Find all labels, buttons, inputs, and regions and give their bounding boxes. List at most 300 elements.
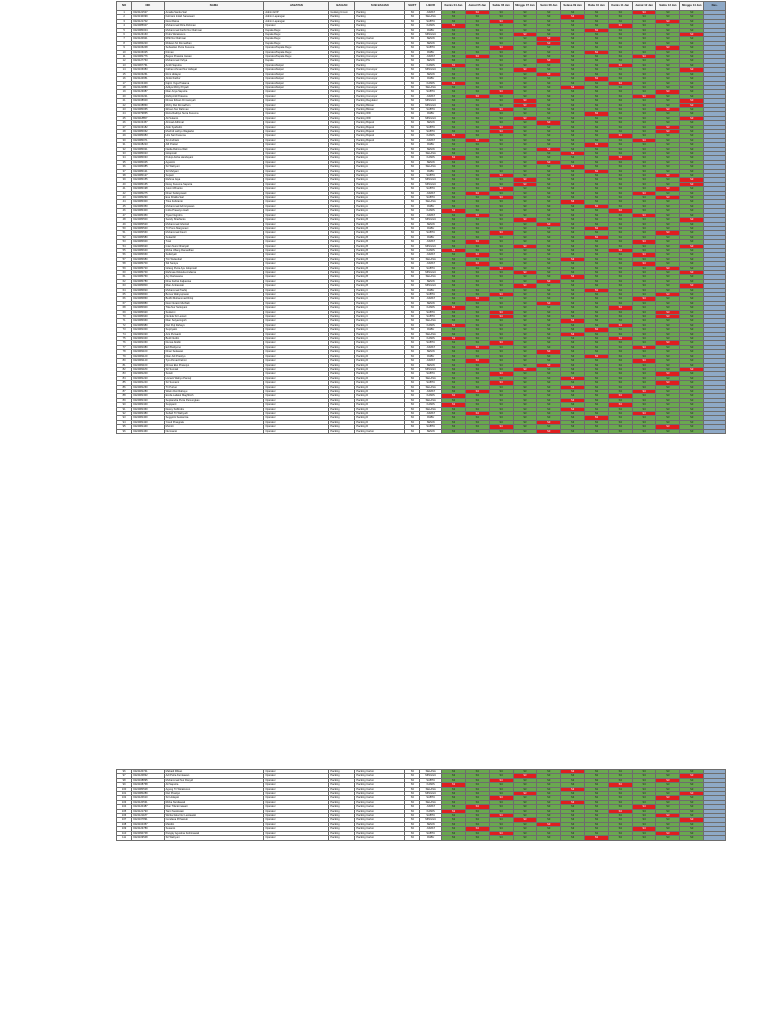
shift-cell: S3 [632,381,656,385]
table-cell: Operator [264,394,329,398]
shift-cell: S3 [537,284,561,288]
shift-cell: S3 [680,805,704,809]
off-day-cell: S3 [632,411,656,415]
table-cell: 111 [117,836,132,840]
shift-cell: S3 [632,836,656,840]
shift-cell: S3 [561,350,585,354]
shift-cell: S3 [513,293,537,297]
table-cell: Packing Carton [355,783,405,787]
shift-cell: S3 [656,805,680,809]
shift-cell: S3 [465,134,489,138]
shift-cell: S3 [656,367,680,371]
shift-cell: S3 [608,213,632,217]
table-cell: S3 [405,337,420,341]
off-day-cell: S3 [537,279,561,283]
table-cell: 0224081340 [132,403,165,407]
table-cell: 0224081300 [132,394,165,398]
table-cell: 0224080121 [132,169,165,173]
off-day-cell: S3 [608,63,632,67]
table-cell: 109 [117,827,132,831]
table-cell: Packing C [355,332,405,336]
shift-cell: S3 [489,783,513,787]
table-cell: Sri Hidayati [164,796,264,800]
shift-cell: S3 [608,279,632,283]
shift-cell: S3 [680,222,704,226]
table-cell: Packing A [355,200,405,204]
shift-cell: S3 [489,182,513,186]
table-cell: SABTU [420,315,442,319]
table-cell: Packing D [355,420,405,424]
shift-cell: S3 [442,165,466,169]
shift-cell: S3 [489,240,513,244]
shift-cell: S3 [585,165,609,169]
shift-cell: S3 [489,59,513,63]
shift-cell: S3 [489,33,513,37]
shift-cell: S3 [465,200,489,204]
table-cell: Operator [264,315,329,319]
shift-cell: S3 [537,138,561,142]
off-day-cell: S3 [513,116,537,120]
shift-cell: S3 [632,156,656,160]
table-cell: Packing [329,213,355,217]
table-cell: Rizky Dwi Romadhon [164,103,264,107]
table-cell: Operator [264,376,329,380]
table-cell: S3 [405,270,420,274]
shift-cell: S3 [465,818,489,822]
table-cell: Operator [264,279,329,283]
off-day-cell: S3 [489,125,513,129]
shift-cell: S3 [656,420,680,424]
table-cell: 94 [117,420,132,424]
table-cell: 0224103182 [132,125,165,129]
shift-cell: S3 [608,770,632,774]
shift-cell: S3 [608,125,632,129]
shift-cell: S3 [442,191,466,195]
shift-cell: S3 [465,783,489,787]
table-cell: RABU [420,226,442,230]
table-cell: Operator [264,416,329,420]
table-cell: MINGGU [420,99,442,103]
shift-cell: S3 [465,814,489,818]
shift-cell: S3 [537,11,561,15]
table-cell: Operator [264,160,329,164]
shift-cell: S3 [489,213,513,217]
shift-cell: S3 [537,354,561,358]
shift-cell: S3 [608,359,632,363]
table-cell: RABU [420,50,442,54]
shift-cell: S3 [561,818,585,822]
shift-cell: S3 [561,143,585,147]
table-cell: Operator [264,253,329,257]
table-cell: 0224080350 [132,204,165,208]
shift-cell: S3 [465,257,489,261]
shift-cell: S3 [537,200,561,204]
shift-cell: S3 [656,55,680,59]
table-cell: Operator [264,147,329,151]
column-header: JABATAN [264,2,329,11]
shift-cell: S3 [585,341,609,345]
shift-cell: S3 [585,41,609,45]
table-cell: S3 [405,416,420,420]
shift-cell: S3 [608,270,632,274]
table-cell: S3 [405,770,420,774]
table-cell: RABU [420,328,442,332]
table-cell: 0224080680 [132,257,165,261]
shift-cell: S3 [656,191,680,195]
shift-cell: S3 [513,831,537,835]
table-cell: JUMAT [420,345,442,349]
table-cell: Packing Carton [355,429,405,433]
table-cell: Operator [264,138,329,142]
table-cell: MINGGU [420,284,442,288]
shift-cell: S3 [632,332,656,336]
shift-cell: S3 [656,178,680,182]
shift-cell: S3 [537,359,561,363]
shift-cell: S3 [608,398,632,402]
table-cell: Packing [329,420,355,424]
table-cell: Operator [264,407,329,411]
shift-cell: S3 [537,55,561,59]
shift-cell: S3 [632,372,656,376]
table-cell: SELASA [420,398,442,402]
shift-cell: S3 [632,134,656,138]
off-day-cell: S3 [585,836,609,840]
shift-cell: S3 [489,165,513,169]
table-cell: 80 [117,359,132,363]
shift-cell: S3 [489,420,513,424]
off-day-cell: S3 [680,818,704,822]
shift-cell: S3 [585,134,609,138]
off-day-cell: S3 [656,778,680,782]
shift-cell: S3 [656,169,680,173]
shift-cell: S3 [585,15,609,19]
table-cell: S3 [405,169,420,173]
table-cell: Suwiti [164,372,264,376]
shift-cell: S3 [680,134,704,138]
shift-cell: S3 [442,350,466,354]
shift-cell: S3 [442,68,466,72]
table-cell: Packing B [355,266,405,270]
shift-cell: S3 [489,332,513,336]
off-day-cell: S3 [442,81,466,85]
table-cell: JUMAT [420,11,442,15]
shift-cell: S3 [489,226,513,230]
shift-cell: S3 [489,28,513,32]
table-cell: S3 [405,143,420,147]
shift-cell: S3 [656,257,680,261]
shift-cell: S3 [537,376,561,380]
off-day-cell: S3 [632,253,656,257]
shift-cell: S3 [680,253,704,257]
shift-cell: S3 [442,345,466,349]
table-cell: Packing Conveyor [355,85,405,89]
off-day-cell: S3 [489,381,513,385]
off-day-cell: S3 [632,11,656,15]
shift-cell: S3 [513,350,537,354]
shift-cell: S3 [513,411,537,415]
shift-cell: S3 [489,262,513,266]
shift-cell: S3 [656,398,680,402]
shift-cell: S3 [442,174,466,178]
shift-cell: S3 [561,367,585,371]
shift-cell: S3 [561,403,585,407]
table-cell: S3 [405,240,420,244]
table-cell: Operator [264,293,329,297]
shift-cell: S3 [680,125,704,129]
table-cell: Fajrin Yoga Pratama [164,81,264,85]
table-cell: 0224118857 [132,116,165,120]
table-cell: Packing Carton [355,770,405,774]
shift-cell: S3 [608,226,632,230]
table-cell: Packing [329,416,355,420]
shift-cell: S3 [585,407,609,411]
table-cell: SENIN [420,147,442,151]
shift-cell: S3 [656,363,680,367]
shift-cell: S3 [632,354,656,358]
table-cell: S3 [405,262,420,266]
shift-cell: S3 [632,169,656,173]
shift-cell: S3 [442,297,466,301]
shift-cell: S3 [585,11,609,15]
shift-cell: S3 [489,169,513,173]
table-cell: S3 [405,359,420,363]
table-cell: Operator [264,818,329,822]
table-cell: Operator [264,103,329,107]
shift-cell: S3 [585,319,609,323]
shift-cell: S3 [465,15,489,19]
shift-cell: S3 [442,800,466,804]
table-cell: Operator [264,805,329,809]
table-cell: SELASA [420,319,442,323]
off-day-cell: S3 [656,46,680,50]
shift-cell: S3 [680,63,704,67]
shift-cell: S3 [465,196,489,200]
shift-cell: S3 [632,783,656,787]
shift-cell: S3 [513,279,537,283]
shift-cell: S3 [608,350,632,354]
table-cell: Operator/Kepala Regu [264,50,329,54]
table-cell: Operator [264,257,329,261]
table-cell: RABU [420,235,442,239]
table-cell: Operator [264,134,329,138]
table-cell: 34 [117,156,132,160]
shift-cell: S3 [680,72,704,76]
table-cell: Packing D [355,385,405,389]
table-cell: Operator [264,792,329,796]
shift-cell: S3 [585,345,609,349]
table-cell: JUMAT [420,240,442,244]
shift-cell: S3 [442,59,466,63]
table-cell: 27 [117,125,132,129]
shift-cell: S3 [442,407,466,411]
shift-cell: S3 [537,94,561,98]
shift-cell: S3 [513,787,537,791]
shift-cell: S3 [680,24,704,28]
shift-cell: S3 [537,68,561,72]
table-cell: S3 [405,204,420,208]
shift-cell: S3 [585,411,609,415]
off-day-cell: S3 [632,55,656,59]
shift-cell: S3 [465,116,489,120]
table-cell: S3 [405,68,420,72]
shift-cell: S3 [513,72,537,76]
shift-cell: S3 [465,160,489,164]
table-cell: MINGGU [420,270,442,274]
table-cell: Packing [329,814,355,818]
shift-cell: S3 [442,359,466,363]
shift-cell: S3 [585,315,609,319]
shift-cell: S3 [680,275,704,279]
shift-cell: S3 [632,385,656,389]
off-day-cell: S3 [465,359,489,363]
table-cell: Packing A [355,174,405,178]
table-cell: Operator [264,90,329,94]
shift-cell: S3 [632,46,656,50]
off-day-cell: S3 [442,24,466,28]
shift-cell: S3 [442,152,466,156]
table-cell: 78 [117,350,132,354]
off-day-cell: S3 [561,165,585,169]
off-day-cell: S3 [489,796,513,800]
shift-cell: S3 [656,218,680,222]
table-cell: MINGGU [420,244,442,248]
shift-cell: S3 [465,77,489,81]
shift-cell: S3 [656,323,680,327]
table-cell: 0224080700 [132,262,165,266]
table-cell: Packing [355,63,405,67]
table-cell: Muhammad Fathir Nur Rahman [164,28,264,32]
shift-cell: S3 [680,822,704,826]
shift-cell: S3 [465,315,489,319]
shift-cell: S3 [656,28,680,32]
shift-cell: S3 [465,376,489,380]
shift-cell: S3 [561,19,585,23]
shift-cell: S3 [489,99,513,103]
table-cell: 0224106083 [132,68,165,72]
shift-cell: S3 [680,235,704,239]
table-cell: Operator [264,778,329,782]
table-cell: Rian Ambarwati [164,284,264,288]
shift-cell: S3 [632,160,656,164]
off-day-cell: S3 [680,774,704,778]
table-cell: 0224080580 [132,235,165,239]
shift-cell: S3 [537,28,561,32]
shift-cell: S3 [680,783,704,787]
table-cell: Muhammad Fauzi [164,231,264,235]
shift-cell: S3 [608,129,632,133]
shift-cell: S3 [561,125,585,129]
table-cell: 101 [117,792,132,796]
table-cell: S3 [405,222,420,226]
off-day-cell: S3 [465,94,489,98]
shift-cell: S3 [632,403,656,407]
table-cell: Agung Tri Wicaksono [164,787,264,791]
table-cell: Sandy Sharfianto [164,218,264,222]
shift-cell: S3 [442,319,466,323]
column-header: Jumat 12 Jan [632,2,656,11]
table-cell: S3 [405,33,420,37]
table-cell: 71 [117,319,132,323]
shift-cell: S3 [585,240,609,244]
shift-cell: S3 [513,235,537,239]
shift-cell: S3 [465,248,489,252]
shift-cell: S3 [465,59,489,63]
table-cell: 68 [117,306,132,310]
shift-cell: S3 [680,59,704,63]
table-cell: 0224080300 [132,200,165,204]
off-day-cell: S3 [561,398,585,402]
table-cell: JUMAT [420,411,442,415]
shift-cell: S3 [513,77,537,81]
shift-cell: S3 [656,244,680,248]
shift-cell: S3 [561,103,585,107]
table-cell: 56 [117,253,132,257]
table-cell: Packing [329,376,355,380]
shift-cell: S3 [680,46,704,50]
shift-cell: S3 [465,28,489,32]
table-cell: Febriani Indah Saraswari [164,15,264,19]
shift-cell: S3 [680,11,704,15]
table-cell: Packing B [355,226,405,230]
off-day-cell: S3 [537,363,561,367]
shift-cell: S3 [513,41,537,45]
shift-cell: S3 [585,129,609,133]
off-day-cell: S3 [537,59,561,63]
shift-cell: S3 [489,253,513,257]
table-cell: Operator [264,787,329,791]
table-cell: 43 [117,196,132,200]
shift-cell: S3 [442,328,466,332]
shift-cell: S3 [537,46,561,50]
table-cell: 76 [117,341,132,345]
table-cell: S3 [405,284,420,288]
shift-cell: S3 [442,28,466,32]
table-cell: Indra Prasetyo Hadi [164,209,264,213]
shift-cell: S3 [513,209,537,213]
table-cell: SENIN [420,350,442,354]
shift-cell: S3 [442,822,466,826]
shift-cell: S3 [513,196,537,200]
shift-cell: S3 [680,836,704,840]
shift-cell: S3 [561,416,585,420]
shift-cell: S3 [442,836,466,840]
shift-cell: S3 [608,257,632,261]
table-cell: 83 [117,372,132,376]
shift-cell: S3 [632,407,656,411]
table-cell: 0224103261 [132,72,165,76]
table-cell: Packing [329,367,355,371]
table-cell: Packing C [355,328,405,332]
shift-cell: S3 [680,827,704,831]
shift-cell: S3 [632,129,656,133]
shift-cell: S3 [442,770,466,774]
shift-cell: S3 [585,805,609,809]
shift-cell: S3 [513,800,537,804]
shift-cell: S3 [465,178,489,182]
off-day-cell: S3 [585,226,609,230]
shift-cell: S3 [608,262,632,266]
shift-cell: S3 [632,90,656,94]
table-cell: 0224080004 [132,28,165,32]
table-cell: 0224107891 [132,818,165,822]
shift-cell: S3 [561,121,585,125]
table-cell: Packing [329,770,355,774]
table-cell: Ary Dartawana [164,275,264,279]
table-cell: Titus Febrianto [164,200,264,204]
shift-cell: S3 [489,411,513,415]
table-cell: Packing Conveyor [355,77,405,81]
column-header: Minggu 07 Jan [513,2,537,11]
